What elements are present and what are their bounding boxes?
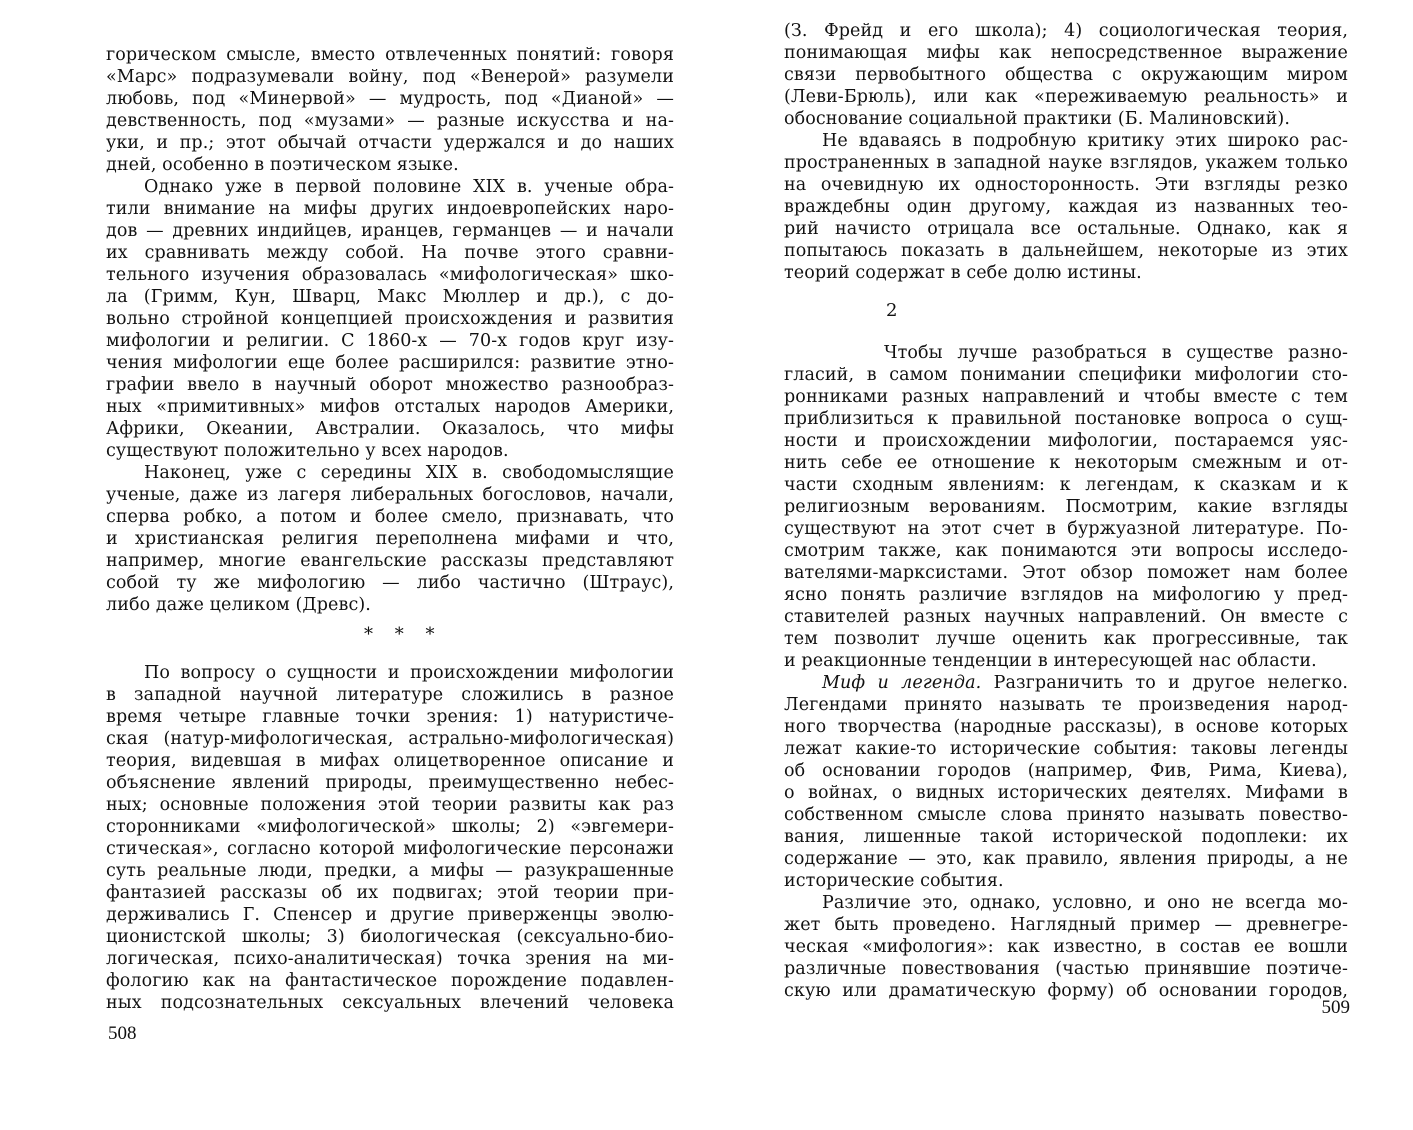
text-line: рий начисто отрицала все остальные. Однако, как я (784, 219, 1348, 239)
text-line: фантазией рассказы об их подвигах; этой теории при- (106, 883, 674, 903)
text-line: логическая, психо-аналитическая) точка зрения на ми- (106, 949, 674, 969)
text-line: вателями-марксистами. Этот обзор поможет нам более (784, 563, 1348, 583)
text-line: понимающая мифы как непосредственное выражение (784, 43, 1348, 63)
text-line: лежат какие-то исторические события: таковы легенды (784, 739, 1348, 759)
text-line: например, многие евангельские рассказы представляют (106, 551, 674, 571)
text-line: пространенных в западной науке взглядов, укажем только (784, 153, 1348, 173)
text-line: различные повествования (частью принявшие поэтиче- (784, 959, 1348, 979)
text-line: тили внимание на мифы других индоевропейских наро- (106, 199, 674, 219)
text-line: о войнах, о видных исторических деятелях. Мифами в (784, 783, 1348, 803)
text-line: девственность, под «музами» — разные искусства и на- (106, 111, 674, 131)
text-line: содержание — это, как правило, явления природы, а не (784, 849, 1348, 869)
text-line: религиозным верованиям. Посмотрим, какие взгляды (784, 497, 1348, 517)
text-line: время четыре главные точки зрения: 1) натуристиче- (106, 707, 674, 727)
text-line: ученые, даже из лагеря либеральных богословов, начали, (106, 485, 674, 505)
section-separator: * * * (364, 624, 443, 645)
text-line: Африки, Океании, Австралии. Оказалось, что мифы (106, 419, 674, 439)
section-number: 2 (886, 300, 898, 321)
text-line: исторические события. (784, 871, 1004, 891)
text-line: сторонниками «мифологической» школы; 2) «эвгемери- (106, 817, 674, 837)
text-line: ронниками разных направлений и чтобы вместе с тем (784, 387, 1348, 407)
page-number: 509 (1321, 997, 1350, 1018)
text-line: связи первобытного общества с окружающим миром (784, 65, 1348, 85)
text-line: на очевидную их односторонность. Эти взгляды резко (784, 175, 1348, 195)
page-number: 508 (108, 1023, 137, 1044)
text-line: Чтобы лучше разобраться в существе разно- (884, 343, 1348, 363)
text-line: «Марс» подразумевали войну, под «Венерой» разумели (106, 67, 674, 87)
text-line: гласий, в самом понимании специфики мифологии сто- (784, 365, 1348, 385)
text-line: обоснование социальной практики (Б. Малиновский). (784, 109, 1290, 129)
text-line: части сходным явлениям: к легендам, к сказкам и к (784, 475, 1348, 495)
text-line: ности и происхождении мифологии, постараемся уяс- (784, 431, 1348, 451)
text-line: теория, видевшая в мифах олицетворенное описание и (106, 751, 674, 771)
text-line: суть реальные люди, предки, а мифы — разукрашенные (106, 861, 674, 881)
text-line: объяснение явлений природы, преимущественно небес- (106, 773, 674, 793)
text-line: смотрим также, как понимаются эти вопросы исследо- (784, 541, 1348, 561)
text-line: собой ту же мифологию — либо частично (Штраус), (106, 573, 674, 593)
text-line: (Леви-Брюль), или как «переживаемую реальность» и (784, 87, 1348, 107)
text-line: держивались Г. Спенсер и другие приверженцы эволю- (106, 905, 674, 925)
text-line: тем позволит лучше оценить как прогрессивные, так (784, 629, 1348, 649)
text-line: вания, лишенные такой исторической подоплеки: их (784, 827, 1348, 847)
text-line: враждебны один другому, каждая из названных тео- (784, 197, 1348, 217)
text-line (784, 672, 1348, 694)
text-line: жет быть проведено. Наглядный пример — древнегре- (784, 915, 1348, 935)
text-line: фологию как на фантастическое порождение подавлен- (106, 971, 674, 991)
text-line: и реакционные тенденции в интересующей нас области. (784, 651, 1317, 671)
text-line: любовь, под «Минервой» — мудрость, под «Дианой» — (106, 89, 674, 109)
text-line: мифологии и религии. С 1860-х — 70-х годов круг изу- (106, 331, 674, 351)
text-line: Не вдаваясь в подробную критику этих широко рас- (822, 131, 1348, 151)
text-line: попытаюсь показать в дальнейшем, некоторые из этих (784, 241, 1348, 261)
text-line: приблизиться к правильной постановке вопроса о сущ- (784, 409, 1348, 429)
text-line: уки, и пр.; этот обычай отчасти удержался и до наших (106, 133, 674, 153)
text-line: об основании городов (например, Фив, Рима, Киева), (784, 761, 1348, 781)
text-line: ционистской школы; 3) биологическая (сексуально-био- (106, 927, 674, 947)
text-line: Различие это, однако, условно, и оно не всегда мо- (822, 893, 1348, 913)
text-line: ла (Гримм, Кун, Шварц, Макс Мюллер и др.), с до- (106, 287, 674, 307)
text-line: ясно понять различие взглядов на мифологию у пред- (784, 585, 1348, 605)
text-line: и христианская религия переполнена мифами и что, (106, 529, 674, 549)
italic-heading: Миф и легенда. (822, 673, 982, 693)
text-line: теорий содержат в себе долю истины. (784, 263, 1142, 283)
text-line: Однако уже в первой половине XIX в. ученые обра- (144, 177, 674, 197)
text-line: дов — древних индийцев, иранцев, германцев — и начали (106, 221, 674, 241)
text-line-rest: Разграничить то и другое нелегко. (993, 673, 1348, 693)
text-line: сперва робко, а потом и более смело, признавать, что (106, 507, 674, 527)
text-line: По вопросу о сущности и происхождении мифологии (144, 663, 674, 683)
text-line: тельного изучения образовалась «мифологическая» шко- (106, 265, 674, 285)
text-line: вольно стройной концепцией происхождения и развития (106, 309, 674, 329)
text-line: стическая», согласно которой мифологические персонажи (106, 839, 674, 859)
text-line: собственном смысле слова принято называть повество- (784, 805, 1348, 825)
text-line: существуют положительно у всех народов. (106, 441, 509, 461)
text-line: ческая «мифология»: как известно, в состав ее вошли (784, 937, 1348, 957)
text-line: нить себе ее отношение к некоторым смежным и от- (784, 453, 1348, 473)
text-line: чения мифологии еще более расширился: развитие этно- (106, 353, 674, 373)
text-line: Легендами принято называть те произведения народ- (784, 695, 1348, 715)
text-line: либо даже целиком (Древс). (106, 595, 371, 615)
text-line: графии ввело в научный оборот множество разнообраз- (106, 375, 674, 395)
text-line: ская (натур-мифологическая, астрально-мифологическая) (106, 729, 674, 749)
text-line: ных «примитивных» мифов отсталых народов Америки, (106, 397, 674, 417)
text-line: в западной научной литературе сложились в разное (106, 685, 674, 705)
text-line: ных подсознательных сексуальных влечений человека (106, 993, 674, 1013)
text-line: (З. Фрейд и его школа); 4) социологическая теория, (784, 21, 1348, 41)
text-line: Наконец, уже с середины XIX в. свободомыслящие (144, 463, 674, 483)
text-line: ного творчества (народные рассказы), в основе которых (784, 717, 1348, 737)
text-line: горическом смысле, вместо отвлеченных понятий: говоря (106, 45, 674, 65)
text-line: дней, особенно в поэтическом языке. (106, 155, 459, 175)
text-line: ставителей разных научных направлений. Он вместе с (784, 607, 1348, 627)
text-line: ных; основные положения этой теории развиты как раз (106, 795, 674, 815)
text-line: существуют на этот счет в буржуазной литературе. По- (784, 519, 1348, 539)
text-line: скую или драматическую форму) об основании городов, (784, 981, 1348, 1001)
text-line: их сравнивать между собой. На почве этого сравни- (106, 243, 674, 263)
